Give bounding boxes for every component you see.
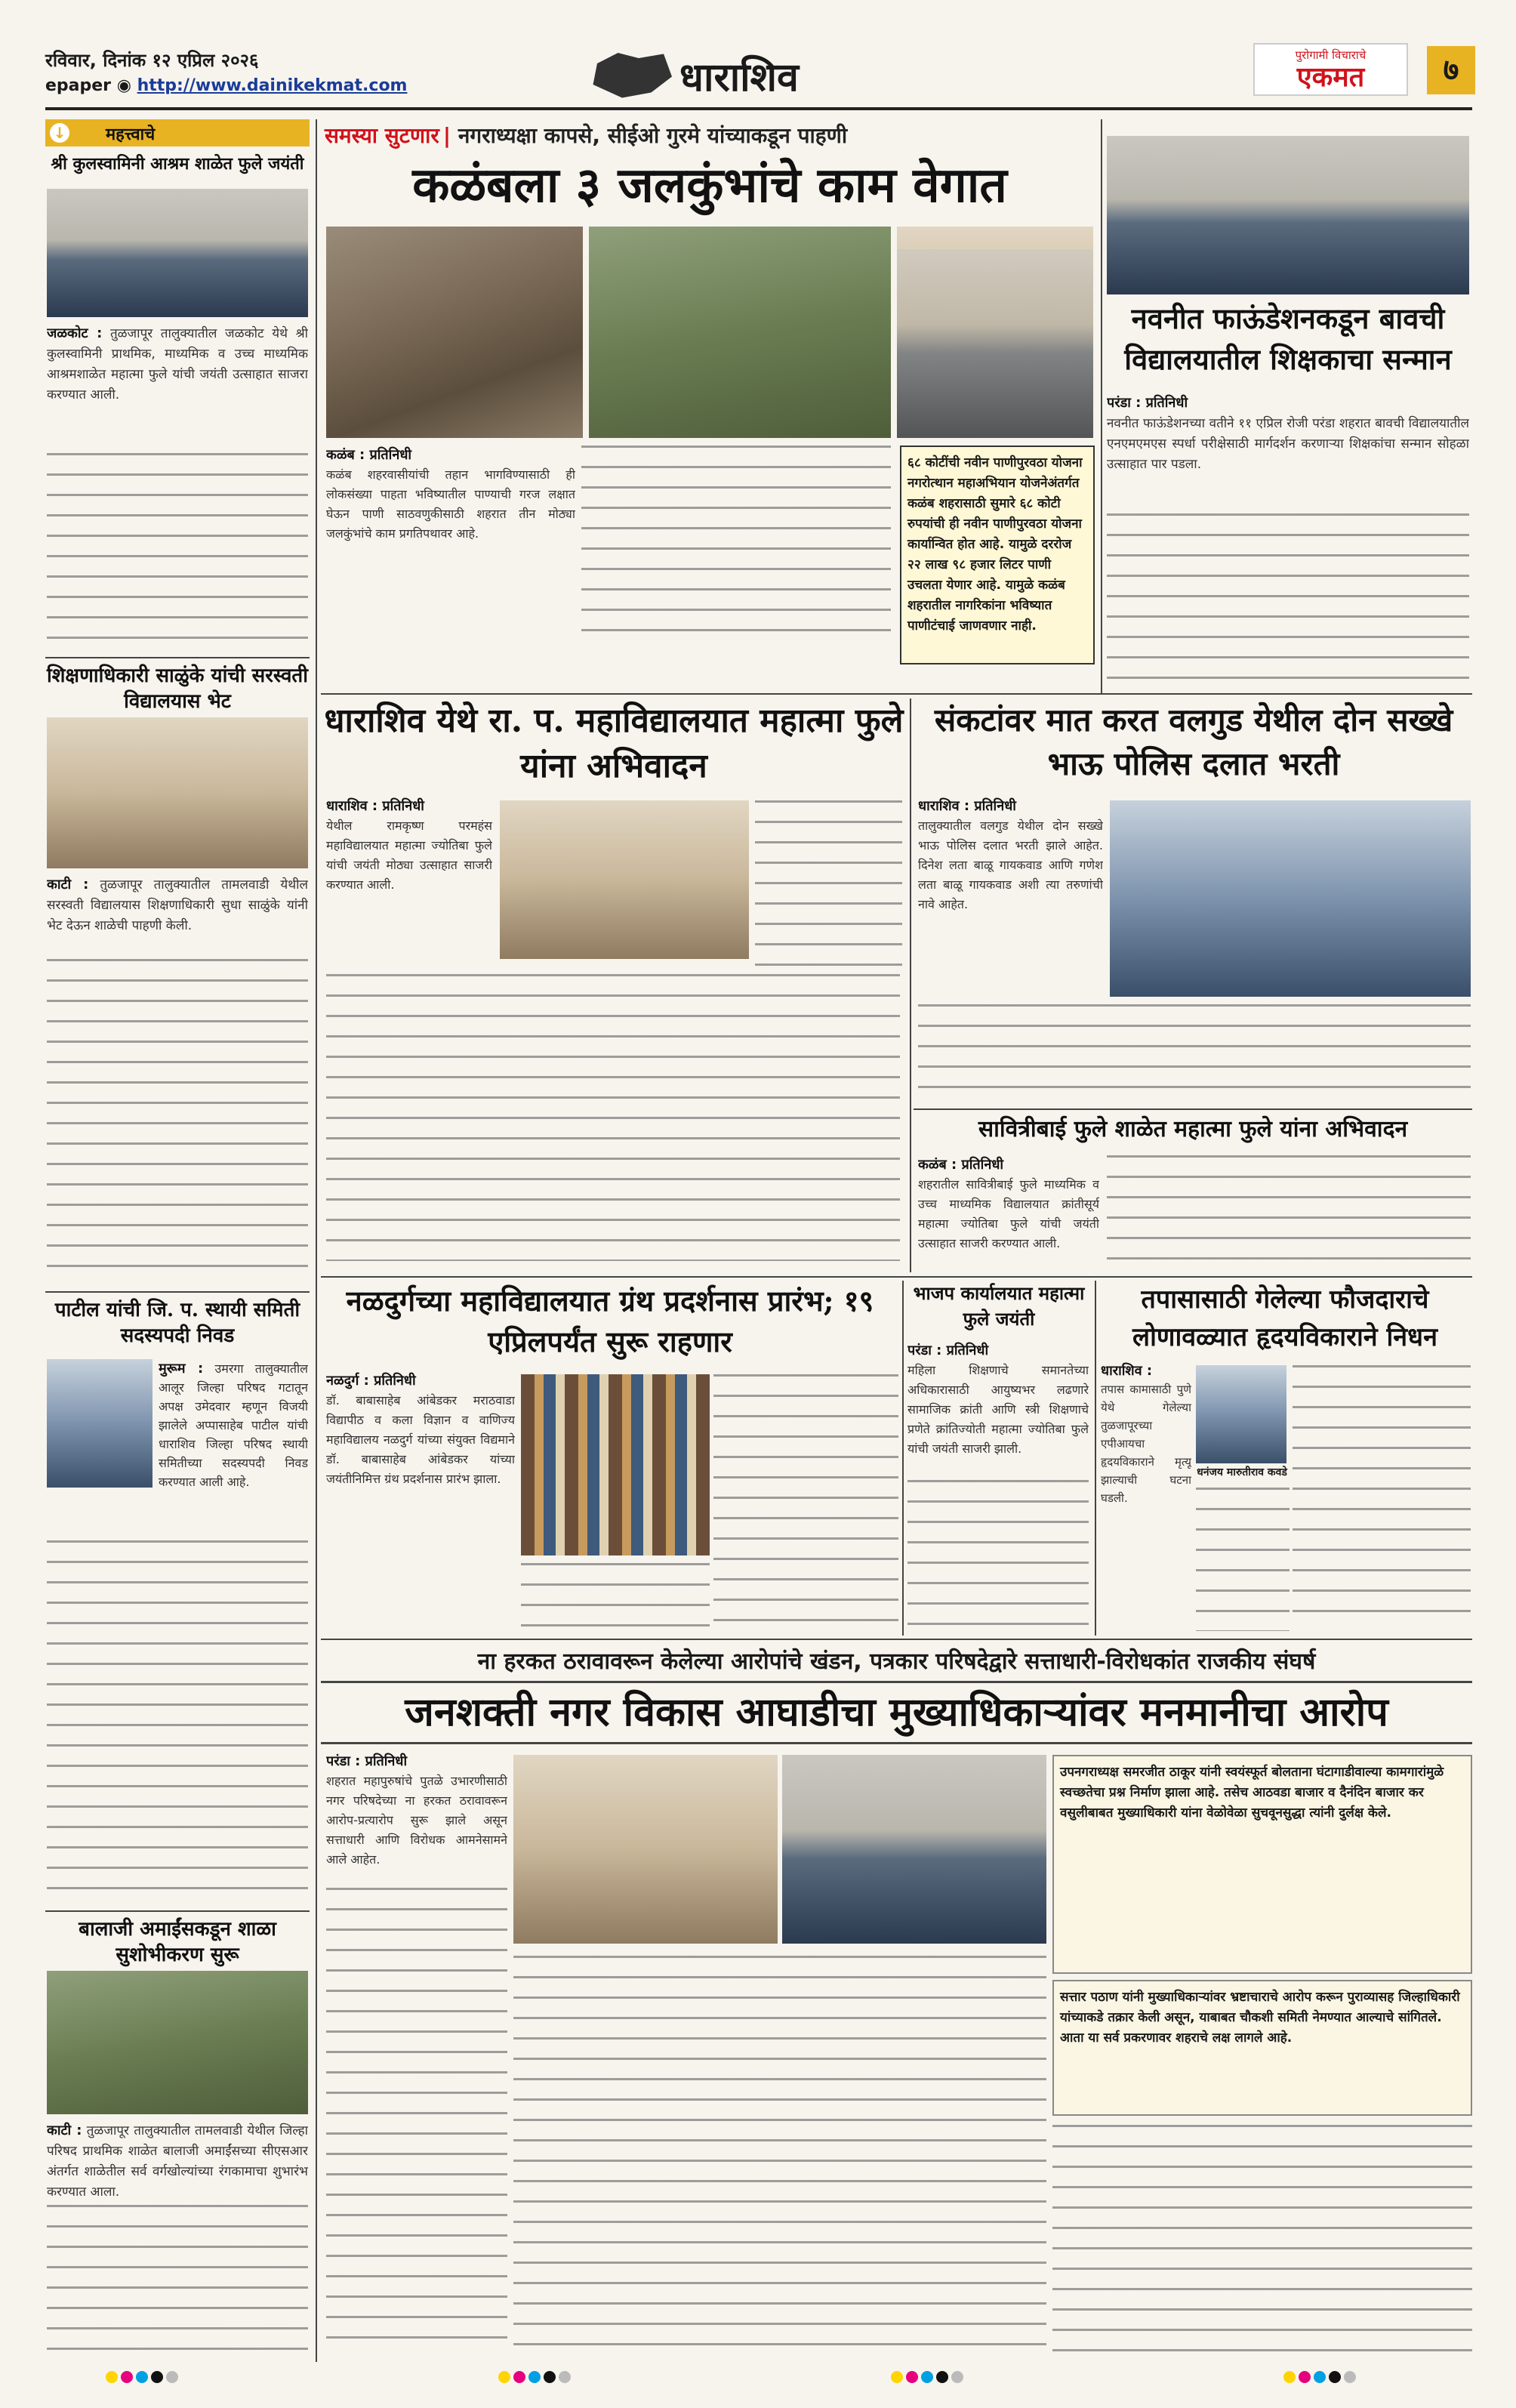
- naldurg-text-lines-2: [521, 1563, 710, 1631]
- savitribai-text-lines: [1107, 1155, 1471, 1269]
- banner-text-lines-3: [1052, 2125, 1472, 2351]
- left-story3-headline: पाटील यांची जि. प. स्थायी समिती सदस्यपदी निवड: [54, 1299, 300, 1347]
- bjp-headline: भाजप कार्यालयात महात्मा फुले जयंती: [913, 1282, 1085, 1330]
- edition-name: धाराशिव: [679, 54, 799, 100]
- faujdar-text-lines: [1293, 1365, 1471, 1629]
- left-story4-headline: बालाजी अमाईंसकडून शाळा सुशोभीकरण सुरू: [79, 1918, 276, 1966]
- savitribai-headline: सावित्रीबाई फुले शाळेत महात्मा फुले यांना अभिवादन: [978, 1116, 1408, 1142]
- masthead: [45, 42, 1472, 102]
- epaper-label: epaper: [45, 76, 112, 95]
- banner-box-2: सत्तार पठाण यांनी मुख्याधिकाऱ्यांवर भ्रष्टाचाराचे आरोप करून पुराव्यासह जिल्हाधिकारी यांच्याकडे तक्रार केली असून, याबाबत चौकशी समिती नेमण्यात आल्याचे सांगितले. आता या सर्व प्रकरणावर शहराचे लक्ष लागले आहे.: [1052, 1980, 1472, 2116]
- left-story3-body: मुरूम : उमरगा तालुक्यातील आलूर जिल्हा परिषद गटातून अपक्ष उमेदवार म्हणून विजयी झालेले अप्पासाहेब पाटील यांची धाराशिव जिल्हा परिषद स्थायी समितीच्या सदस्यपदी निवड करण्यात आली आहे.: [159, 1361, 308, 1489]
- edition-logo: [589, 42, 861, 102]
- faujdar-portrait: [1196, 1365, 1286, 1463]
- faujdar-caption: धनंजय मारुतीराव कवडे: [1197, 1466, 1287, 1478]
- banner-body: परंडा : प्रतिनिधी शहरात महापुरुषांचे पुतळे उभारणीसाठी नगर परिषदेच्या ना हरकत ठरावावरून आरोप-प्रत्यारोप सुरू झाले असून सत्ताधारी आणि विरोधक आमनेसामने आले आहेत.: [326, 1753, 507, 1867]
- left-story3-text-lines: [47, 1540, 308, 1903]
- divider: [321, 1276, 1472, 1278]
- column-divider: [316, 119, 317, 2362]
- faujdar-headline: तपासासाठी गेलेल्या फौजदाराचे लोणावळ्यात हृदयविकाराने निधन: [1132, 1284, 1437, 1352]
- banner-headline: जनशक्ती नगर विकास आघाडीचा मुख्याधिकाऱ्यांवर मनमानीचा आरोप: [321, 1681, 1472, 1744]
- naldurg-headline: नळदुर्गच्या महाविद्यालयात ग्रंथ प्रदर्शनास प्रारंभ; १९ एप्रिलपर्यंत सुरू राहणार: [346, 1284, 874, 1358]
- banner-text-lines-2: [513, 1956, 1046, 2348]
- college-headline: धाराशिव येथे रा. प. महाविद्यालयात महात्मा फुले यांना अभिवादन: [324, 701, 904, 785]
- column-divider: [1101, 119, 1102, 693]
- divider: [321, 693, 1472, 695]
- left-story1-text-lines: [47, 453, 308, 649]
- page-number: ७: [1427, 46, 1475, 94]
- top-story-kicker: समस्या सुटणार | नगराध्यक्षा कापसे, सीईओ गुरमे यांच्याकडून पाहणी: [325, 123, 848, 148]
- left-story4-text-lines: [47, 2205, 308, 2356]
- color-registration-marks: [106, 2371, 181, 2386]
- banner-text-lines: [326, 1888, 507, 2348]
- column-divider: [902, 1281, 904, 1636]
- divider: [45, 1291, 310, 1293]
- left-story1-photo: [47, 189, 308, 317]
- police-body: धाराशिव : प्रतिनिधी तालुक्यातील वलगुड येथील दोन सख्खे भाऊ पोलिस दलात भरती झाले आहेत. दिनेश लता बाळू गायकवाड आणि गणेश लता बाळू गायकवाड अशी त्या तरुणांची नावे आहेत.: [918, 798, 1103, 911]
- naldurg-book-exhibition-photo: [521, 1374, 710, 1555]
- police-family-photo: [1110, 800, 1471, 997]
- down-arrow-icon: ↓: [50, 123, 69, 143]
- banner-press-photo-2: [782, 1755, 1046, 1944]
- epaper-link[interactable]: http://www.dainikekmat.com: [137, 76, 408, 95]
- banner-press-photo-1: [513, 1755, 778, 1944]
- masthead-divider: [45, 107, 1472, 110]
- bjp-text-lines: [907, 1480, 1089, 1631]
- college-text-lines-2: [755, 800, 902, 967]
- police-text-lines: [918, 1004, 1471, 1102]
- left-story2-headline: शिक्षणाधिकारी साळुंके यांची सरस्वती विद्यालयास भेट: [47, 664, 308, 713]
- top-story-headline: कळंबला ३ जलकुंभांचे काम वेगात: [412, 157, 1007, 214]
- navneet-group-photo: [1107, 136, 1469, 294]
- college-body: धाराशिव : प्रतिनिधी येथील रामकृष्ण परमहंस महाविद्यालयात महात्मा ज्योतिबा फुले यांची जयंती मोठ्या उत्साहात साजरी करण्यात आली.: [326, 798, 492, 892]
- top-story-photo-site: [589, 227, 891, 438]
- police-headline: संकटांवर मात करत वलगुड येथील दोन सख्खे भाऊ पोलिस दलात भरती: [934, 701, 1453, 782]
- bjp-body: परंडा : प्रतिनिधी महिला शिक्षणाचे समानतेच्या अधिकारासाठी आयुष्यभर लढणारे सामाजिक क्रांती आणि स्त्री शिक्षणाचे प्रणेते क्रांतिज्योती महात्मा ज्योतिबा फुले यांची जयंती साजरी झाली.: [907, 1343, 1089, 1456]
- banner-subhead: ना हरकत ठरावावरून केलेल्या आरोपांचे खंडन, पत्रकार परिषदेद्वारे सत्ताधारी-विरोधकांत राजकीय संघर्ष: [477, 1648, 1316, 1675]
- divider: [321, 1639, 1472, 1640]
- left-story4-body: काटी : तुळजापूर तालुक्यातील तामलवाडी येथील जिल्हा परिषद प्राथमिक शाळेत बालाजी अमाईंसच्या सीएसआर अंतर्गत शाळेतील सर्व वर्गखोल्यांच्या रंगकामाचा शुभारंभ करण्यात आला.: [47, 2123, 308, 2200]
- navneet-headline: नवनीत फाऊंडेशनकडून बावची विद्यालयातील शिक्षकाचा सन्मान: [1124, 301, 1452, 376]
- naldurg-body: नळदुर्ग : प्रतिनिधी डॉ. बाबासाहेब आंबेडकर मराठवाडा विद्यापीठ व कला विज्ञान व वाणिज्य महाविद्यालय नळदुर्ग यांच्या संयुक्त विद्यमाने डॉ. बाबासाहेब आंबेडकर यांच्या जयंतीनिमित्त ग्रंथ प्रदर्शनास प्रारंभ झाला.: [326, 1373, 515, 1486]
- left-story2-text-lines: [47, 959, 308, 1284]
- top-story-photo-tank: [326, 227, 583, 438]
- naldurg-text-lines: [713, 1374, 898, 1631]
- important-section-label: ↓ महत्त्वाचे: [45, 119, 310, 146]
- color-registration-marks: [891, 2371, 966, 2386]
- banner-box-1: उपनगराध्यक्ष समरजीत ठाकूर यांनी स्वयंस्फूर्त बोलताना घंटागाडीवाल्या कामगारांमुळे स्वच्छतेचा प्रश्न निर्माण झाला आहे. तसेच आठवडा बाजार व दैनंदिन बाजार कर वसुलीबाबत मुख्याधिकारी यांना वेळोवेळा सुचवूनसुद्धा त्यांनी दुर्लक्ष केले.: [1052, 1755, 1472, 1974]
- divider: [45, 1910, 310, 1912]
- color-registration-marks: [498, 2371, 574, 2386]
- college-text-lines: [326, 974, 900, 1261]
- color-registration-marks: [1283, 2371, 1359, 2386]
- savitribai-body: कळंब : प्रतिनिधी शहरातील सावित्रीबाई फुले माध्यमिक व उच्च माध्यमिक विद्यालयात क्रांतीसूर्य महात्मा ज्योतिबा फुले यांची जयंती उत्साहात साजरी करण्यात आली.: [918, 1157, 1099, 1250]
- issue-date: रविवार, दिनांक १२ एप्रिल २०२६: [45, 50, 259, 71]
- paper-tagline: पुरोगामी विचाराचे: [1295, 48, 1367, 62]
- column-divider: [910, 698, 911, 1272]
- faujdar-body: धाराशिव : तपास कामासाठी पुणे येथे गेलेल्या तुळजापूरच्या एपीआयचा हृदयविकाराने मृत्यू झाल्याची घटना घडली.: [1101, 1363, 1191, 1505]
- faujdar-text-lines-2: [1196, 1488, 1290, 1631]
- navneet-text-lines: [1107, 513, 1469, 680]
- top-story-body: कळंब : प्रतिनिधी कळंब शहरवासीयांची तहान भागविण्यासाठी ही लोकसंख्या पाहता भविष्यातील पाण्याची गरज लक्षात घेऊन पाणी साठवणुकीसाठी शहरात तीन मोठ्या जलकुंभांचे काम प्रगतिपथावर आहे.: [326, 447, 575, 541]
- left-story2-photo: [47, 717, 308, 868]
- college-photo: [500, 800, 749, 959]
- left-story3-portrait: [47, 1359, 153, 1488]
- top-story-text-lines: [581, 446, 891, 649]
- divider: [914, 1108, 1472, 1110]
- paper-name: एकमत: [1296, 62, 1365, 93]
- navneet-body: परंडा : प्रतिनिधी नवनीत फाऊंडेशनच्या वतीने ११ एप्रिल रोजी परंडा शहरात बावची विद्यालयातील एनएमएमएस स्पर्धा परीक्षेसाठी मार्गदर्शन करणाऱ्या शिक्षकांचा सन्मान सोहळा उत्साहात पार पडला.: [1107, 395, 1469, 472]
- left-story2-body: काटी : तुळजापूर तालुक्यातील तामलवाडी येथील सरस्वती विद्यालयास शिक्षणाधिकारी सुधा साळुंके यांनी भेट देऊन शाळेची पाहणी केली.: [47, 877, 308, 933]
- district-map-icon: [589, 48, 672, 100]
- left-story1-headline: श्री कुलस्वामिनी आश्रम शाळेत फुले जयंती: [51, 154, 304, 174]
- column-divider: [1095, 1281, 1096, 1636]
- epaper-line: [45, 76, 407, 95]
- left-story1-body: जळकोट : तुळजापूर तालुक्यातील जळकोट येथे श्री कुलस्वामिनी प्राथमिक, माध्यमिक व उच्च माध्यमिक आश्रमशाळेत महात्मा फुले यांची जयंती उत्साहात साजरा करण्यात आली.: [47, 325, 308, 402]
- paper-logo: [1253, 43, 1408, 96]
- divider: [45, 657, 310, 658]
- left-story4-photo: [47, 1971, 308, 2114]
- globe-icon: ◉: [116, 76, 131, 95]
- top-story-photo-overlay: [897, 249, 1093, 438]
- top-story-infobox: ६८ कोटींची नवीन पाणीपुरवठा योजना नगरोत्थान महाअभियान योजनेअंतर्गत कळंब शहरासाठी सुमारे ६८ कोटी रुपयांची ही नवीन पाणीपुरवठा योजना कार्यान्वित होत आहे. यामुळे दररोज २२ लाख ९८ हजार लिटर पाणी उचलता येणार आहे. यामुळे कळंब शहरातील नागरिकांना भविष्यात पाणीटंचाई जाणवणार नाही.: [900, 446, 1095, 664]
